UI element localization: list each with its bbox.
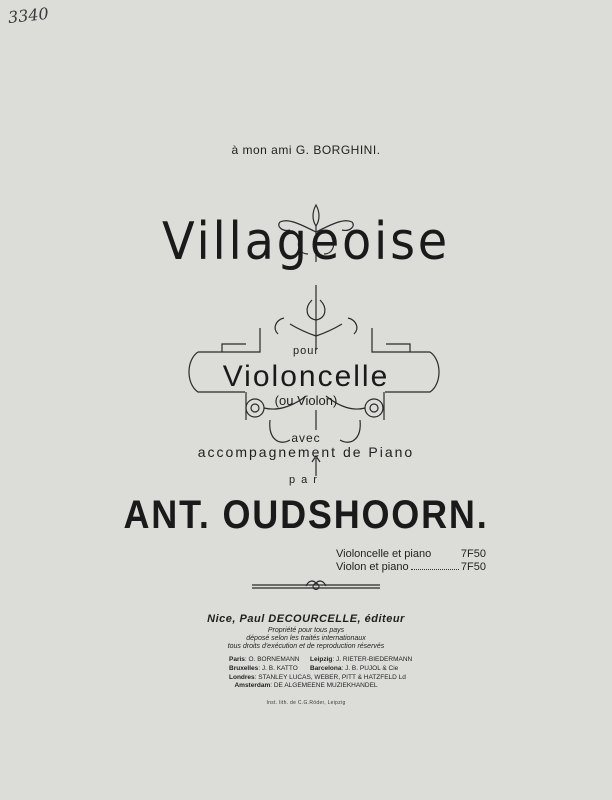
price-row: [336, 548, 486, 560]
pour-label: pour: [292, 345, 320, 357]
agent-city: Londres: [229, 674, 255, 681]
instrument-name: Violoncelle: [222, 360, 390, 393]
agent-name: J. B. KATTO: [261, 665, 298, 672]
publisher: Nice, Paul DECOURCELLE, éditeur: [207, 613, 405, 625]
price-value: 7F50: [460, 548, 486, 560]
agent-entry: Londres: STANLEY LUCAS, WEBER, PITT & HATZFELD Ld: [229, 674, 406, 681]
page-title: Villageoise: [162, 212, 450, 272]
agent-name: DE ALGEMEENE MUZIEKHANDEL: [273, 682, 378, 689]
accompaniment: accompagnement de Piano: [197, 444, 415, 460]
printer-credit: Inst. lith. de C.G.Röder, Leipzig: [266, 700, 346, 706]
agent-entry: Paris: O. BORNEMANN: [229, 656, 300, 663]
agent-city: Leipzig: [310, 656, 333, 663]
agent-entry: Amsterdam: DE ALGEMEENE MUZIEKHANDEL: [234, 682, 378, 689]
agent-entry: Bruxelles: J. B. KATTO: [229, 665, 298, 672]
composer-name: ANT. OUDSHOORN.: [123, 493, 489, 537]
agent-entry: Barcelona: J. B. PUJOL & Cie: [310, 665, 399, 672]
agent-name: O. BORNEMANN: [248, 656, 300, 663]
agent-name: J. RIETER-BIEDERMANN: [336, 656, 413, 663]
rights-line: tous droits d'exécution et de reproduction réservés: [227, 643, 385, 650]
price-label: Violoncelle et piano: [336, 548, 432, 560]
rights-line: déposé selon les traités internationaux: [246, 635, 366, 642]
agent-city: Bruxelles: [229, 665, 259, 672]
price-value: 7F50: [460, 561, 486, 573]
price-label: Violon et piano: [336, 561, 409, 573]
agent-name: STANLEY LUCAS, WEBER, PITT & HATZFELD Ld: [258, 674, 406, 681]
price-row: [336, 561, 486, 573]
alt-instrument: (ou Violon): [274, 393, 338, 408]
dot-leader: [411, 561, 459, 570]
avec-label: avec: [291, 431, 321, 445]
catalog-number: 3340: [7, 3, 50, 28]
agent-entry: Leipzig: J. RIETER-BIEDERMANN: [310, 656, 413, 663]
agent-city: Paris: [229, 656, 245, 663]
par-label: par: [289, 474, 323, 486]
dedication: à mon ami G. BORGHINI.: [231, 143, 381, 157]
agent-name: J. B. PUJOL & Cie: [345, 665, 399, 672]
rights-line: Propriété pour tous pays: [267, 627, 345, 634]
agent-city: Amsterdam: [234, 682, 271, 689]
agent-city: Barcelona: [310, 665, 342, 672]
